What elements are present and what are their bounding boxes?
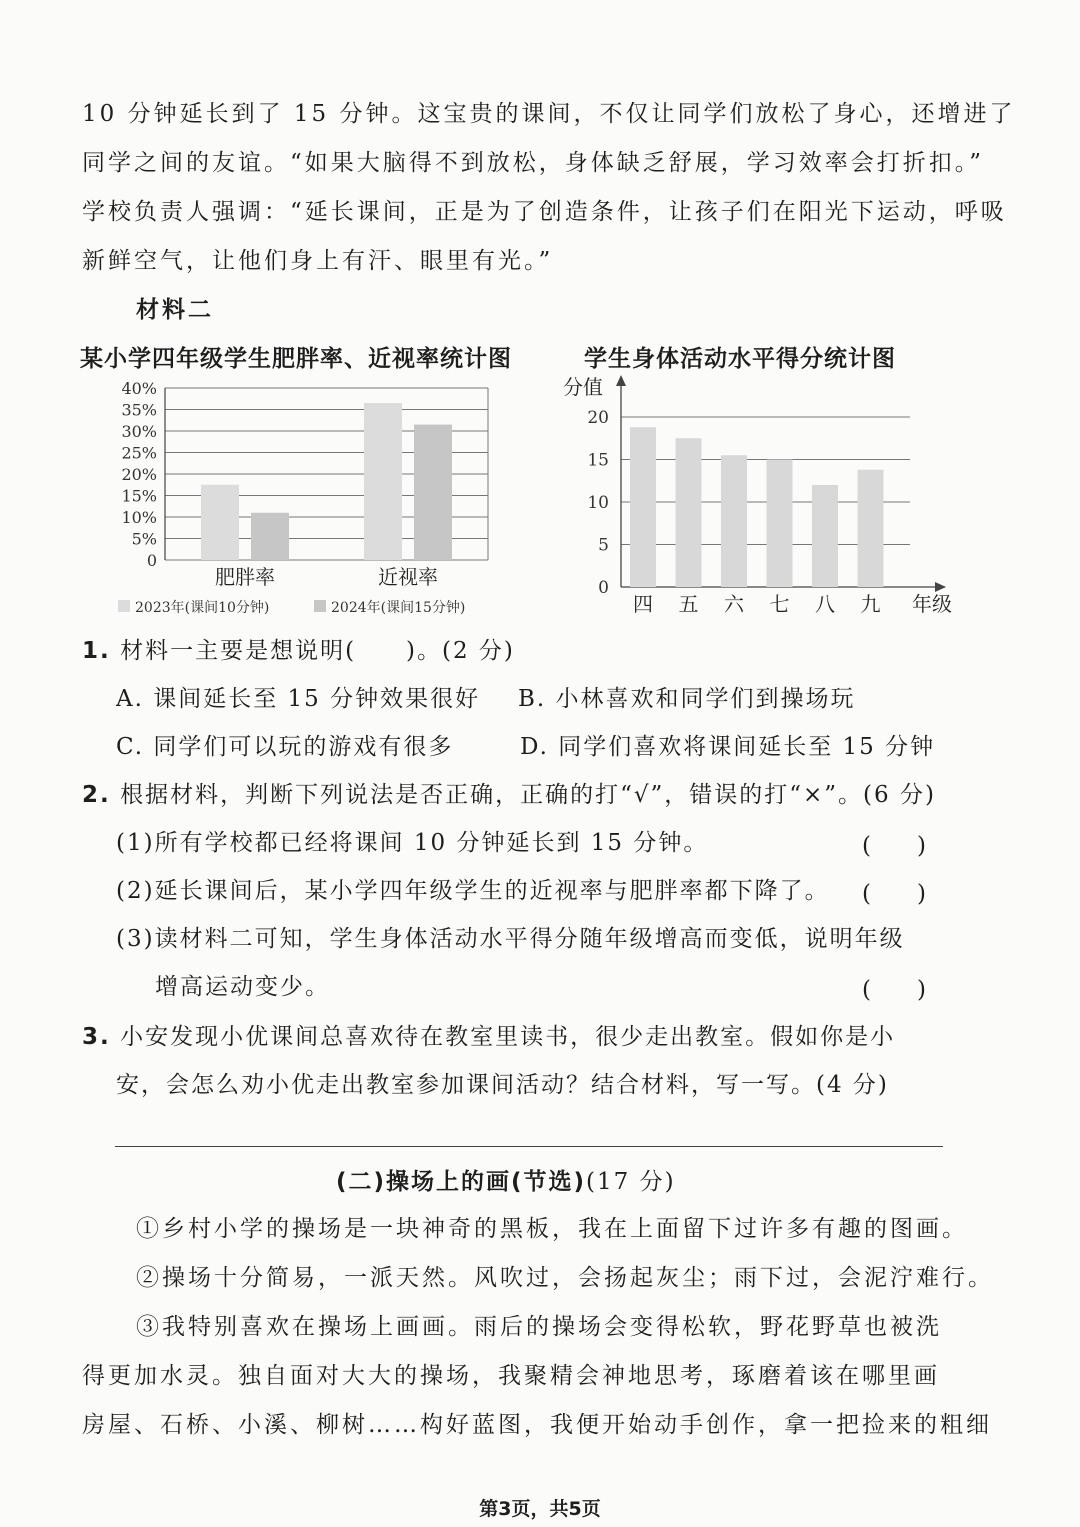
chart1-ytick-label: 35% — [121, 400, 157, 420]
chart2-activity-score — [555, 370, 955, 625]
question-3-text-line-2: 安，会怎么劝小优走出教室参加课间活动？结合材料，写一写。(4 分) — [116, 1072, 889, 1098]
chart2-category-label: 八 — [815, 592, 835, 616]
chart2-ytick-label: 15 — [587, 450, 609, 471]
chart2-y-axis-label: 分值 — [563, 375, 603, 399]
chart2-title: 学生身体活动水平得分统计图 — [584, 346, 896, 372]
chart2-ytick-label: 0 — [598, 578, 609, 598]
passage-line-2: 同学之间的友谊。“如果大脑得不到放松，身体缺乏舒展，学习效率会打折扣。” — [82, 150, 985, 176]
question-2-text: 根据材料，判断下列说法是否正确，正确的打“√”，错误的打“×”。(6 分) — [120, 782, 936, 808]
q1-option-b[interactable]: B. 小林喜欢和同学们到操场玩 — [518, 686, 856, 712]
q2-item-2: (2)延长课间后，某小学四年级学生的近视率与肥胖率都下降了。 — [116, 878, 830, 904]
chart1-bar — [414, 425, 452, 560]
chart1-legend-label: 2023年(课间10分钟) — [135, 600, 270, 616]
chart1-ytick-label: 10% — [121, 508, 157, 527]
q1-option-a[interactable]: A. 课间延长至 15 分钟效果很好 — [116, 686, 481, 712]
chart1-ytick-label: 15% — [121, 486, 157, 506]
section-2-heading — [336, 1166, 676, 1198]
chart1-obesity-myopia — [80, 375, 540, 625]
passage-line-1: 10 分钟延长到了 15 分钟。这宝贵的课间，不仅让同学们放松了身心，还增进了 — [82, 101, 1016, 127]
chart2-bar — [676, 438, 702, 587]
chart2-x-axis-arrow — [935, 582, 946, 592]
chart1-ytick-label: 0 — [146, 551, 157, 570]
q2-item-3-answer-blank[interactable]: ( ) — [862, 977, 926, 1003]
chart2-bar — [812, 485, 838, 587]
chart2-ytick-label: 20 — [587, 408, 609, 428]
section-2-title: (二)操场上的画(节选) — [336, 1169, 587, 1195]
chart2-bar — [630, 427, 656, 587]
question-3 — [82, 1021, 895, 1053]
question-1-number: 1. — [82, 638, 111, 664]
chart2-category-label: 五 — [678, 592, 699, 616]
chart1-ytick-label: 25% — [121, 443, 157, 463]
passage-line-4: 新鲜空气，让他们身上有汗、眼里有光。” — [82, 248, 554, 274]
section-2-paragraph-2: ②操场十分简易，一派天然。风吹过，会扬起灰尘；雨下过，会泥泞难行。 — [136, 1265, 994, 1291]
section-2-score: (17 分) — [586, 1169, 676, 1195]
q1-option-c[interactable]: C. 同学们可以玩的游戏有很多 — [116, 734, 454, 760]
chart2-bar — [767, 460, 793, 588]
chart1-legend-label: 2024年(课间15分钟) — [331, 600, 466, 616]
chart1-category-label: 肥胖率 — [215, 565, 275, 589]
question-1-text: 材料一主要是想说明( )。(2 分) — [120, 638, 515, 664]
chart2-category-label: 四 — [633, 592, 653, 616]
chart1-category-label: 近视率 — [378, 565, 438, 589]
chart2-bar — [721, 455, 747, 587]
chart2-ytick-label: 5 — [598, 535, 609, 556]
section-2-paragraph-1: ①乡村小学的操场是一块神奇的黑板，我在上面留下过许多有趣的图画。 — [136, 1216, 968, 1242]
chart1-title: 某小学四年级学生肥胖率、近视率统计图 — [80, 346, 512, 372]
passage-line-3: 学校负责人强调：“延长课间，正是为了创造条件，让孩子们在阳光下运动，呼吸 — [82, 199, 1007, 225]
chart2-ytick-label: 10 — [587, 493, 609, 513]
chart2-category-label: 九 — [860, 592, 881, 616]
q2-item-3-continued: 增高运动变少。 — [155, 974, 330, 1000]
chart1-ytick-label: 5% — [131, 529, 157, 549]
chart1-ytick-label: 40% — [121, 379, 157, 398]
chart1-ytick-label: 30% — [121, 422, 157, 441]
q2-item-1-answer-blank[interactable]: ( ) — [862, 833, 926, 859]
page-number: 第3页，共5页 — [479, 1498, 601, 1520]
answer-line[interactable] — [115, 1146, 943, 1147]
chart1-legend-swatch — [314, 600, 326, 612]
question-3-text-line-1: 小安发现小优课间总喜欢待在教室里读书，很少走出教室。假如你是小 — [120, 1024, 896, 1050]
question-1 — [82, 635, 515, 667]
chart2-category-label: 六 — [724, 592, 744, 616]
chart1-ytick-label: 20% — [121, 465, 157, 484]
question-3-number: 3. — [82, 1024, 111, 1050]
section-2-paragraph-3-line-2: 得更加水灵。独自面对大大的操场，我聚精会神地思考，琢磨着该在哪里画 — [82, 1363, 940, 1389]
q2-item-2-answer-blank[interactable]: ( ) — [862, 881, 926, 907]
chart2-y-axis-arrow — [616, 375, 626, 386]
chart1-bar — [251, 513, 289, 560]
chart1-legend-swatch — [118, 600, 130, 612]
chart2-category-label: 七 — [769, 592, 790, 616]
q1-option-d[interactable]: D. 同学们喜欢将课间延长至 15 分钟 — [520, 734, 936, 760]
chart2-bar — [858, 470, 884, 587]
question-2 — [82, 779, 936, 811]
section-2-paragraph-3: ③我特别喜欢在操场上画画。雨后的操场会变得松软，野花野草也被洗 — [136, 1314, 942, 1340]
question-2-number: 2. — [82, 782, 111, 808]
chart2-x-axis-label: 年级 — [912, 592, 952, 616]
section-2-paragraph-3-line-3: 房屋、石桥、小溪、柳树……构好蓝图，我便开始动手创作，拿一把捡来的粗细 — [82, 1412, 992, 1438]
q2-item-1: (1)所有学校都已经将课间 10 分钟延长到 15 分钟。 — [116, 830, 709, 856]
q2-item-3: (3)读材料二可知，学生身体活动水平得分随年级增高而变低，说明年级 — [116, 926, 905, 952]
chart1-bar — [364, 403, 402, 560]
material-2-label: 材料二 — [136, 297, 214, 323]
chart1-bar — [201, 485, 239, 560]
